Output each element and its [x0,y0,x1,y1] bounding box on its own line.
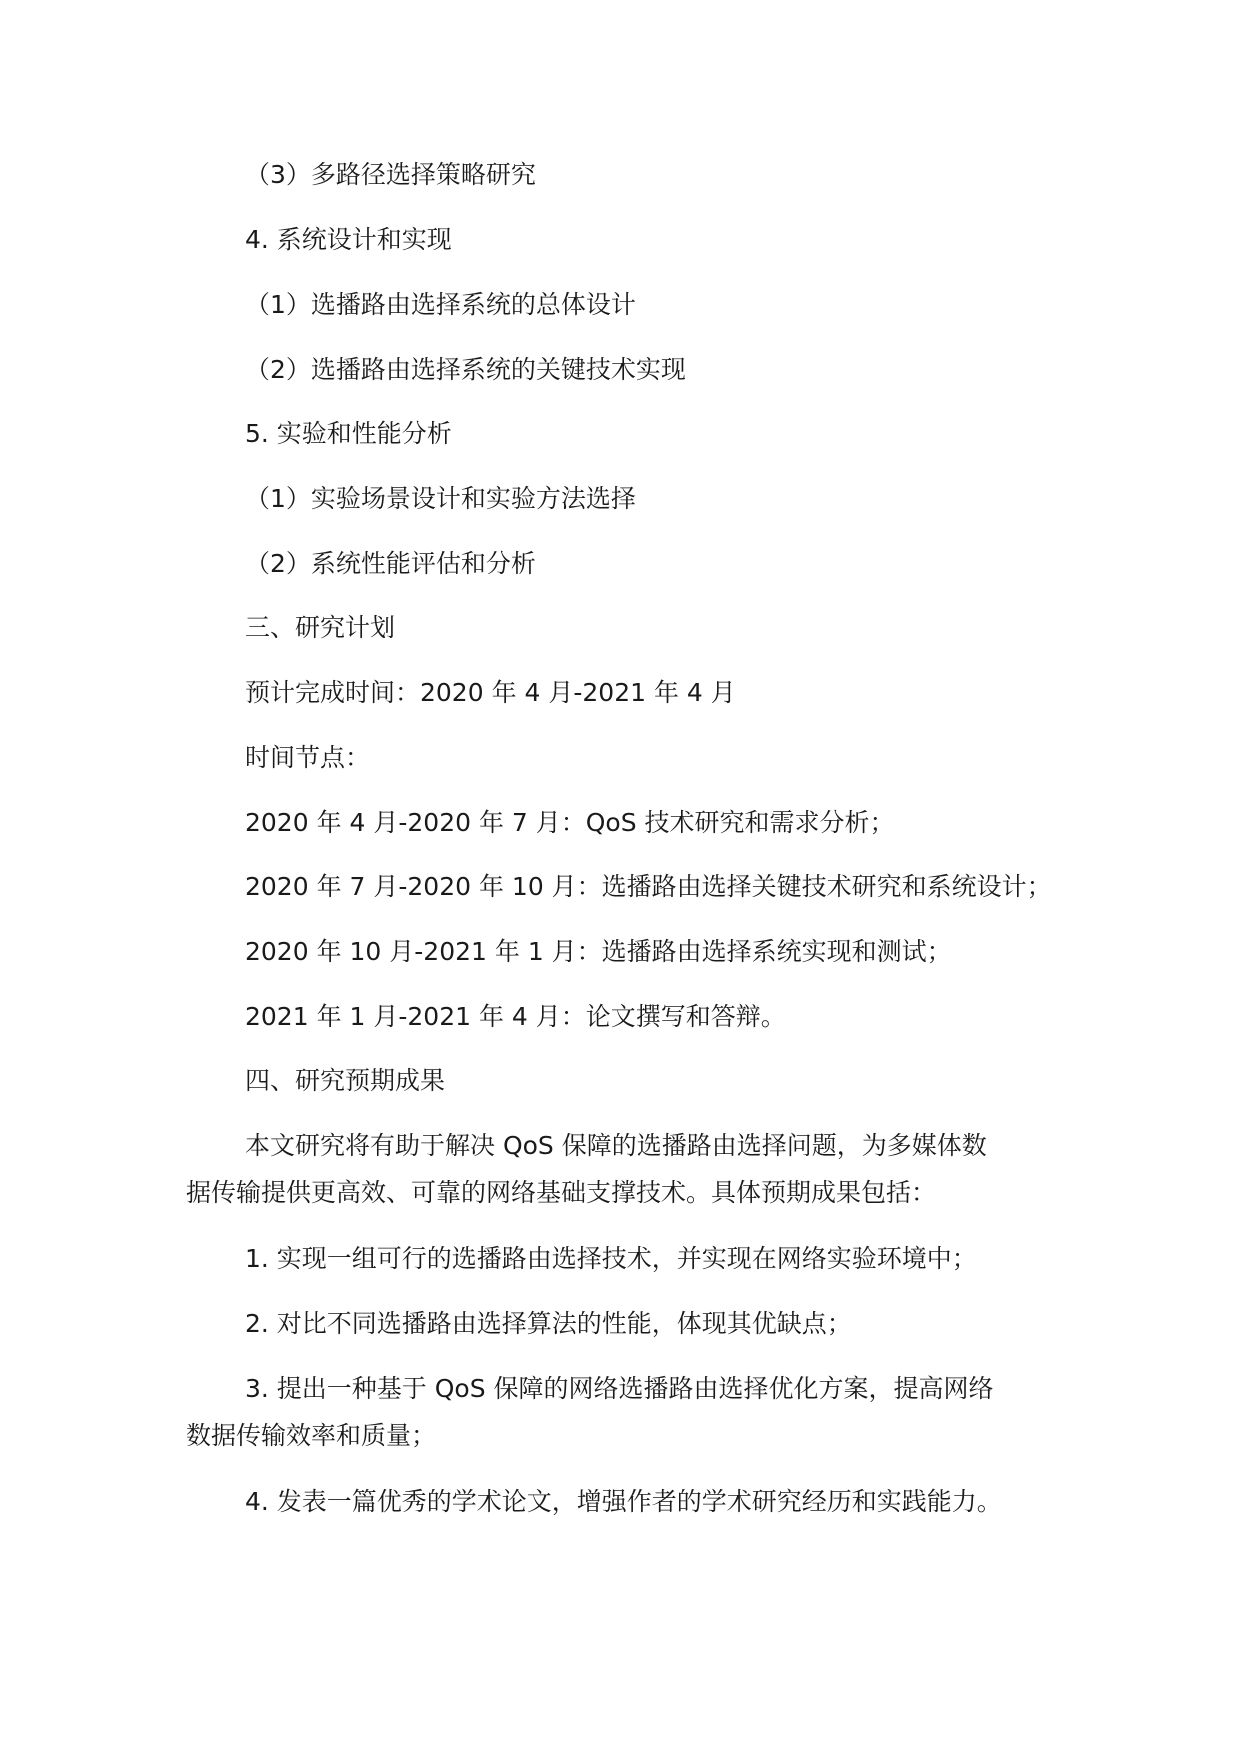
subitem-1-overall-design: （1）选播路由选择系统的总体设计 [245,290,636,319]
subitem-2-key-tech: （2）选播路由选择系统的关键技术实现 [245,355,686,384]
subitem-2-performance-eval: （2）系统性能评估和分析 [245,549,536,578]
timeline-item-2: 2020 年 7 月-2020 年 10 月：选播路由选择关键技术研究和系统设计； [245,872,1052,901]
section-4-heading: 四、研究预期成果 [245,1066,446,1095]
item-5-experiment: 5. 实验和性能分析 [245,419,452,448]
section-3-heading: 三、研究计划 [245,613,396,642]
outcome-item-3-line-2: 数据传输效率和质量； [186,1421,437,1450]
item-4-system-design: 4. 系统设计和实现 [245,225,452,254]
subitem-1-experiment-design: （1）实验场景设计和实验方法选择 [245,484,636,513]
timeline-label: 时间节点： [245,743,371,772]
paragraph-intro-line-2: 据传输提供更高效、可靠的网络基础支撑技术。具体预期成果包括： [186,1178,937,1207]
outcome-item-2: 2. 对比不同选播路由选择算法的性能，体现其优缺点； [245,1309,852,1338]
timeline-item-1: 2020 年 4 月-2020 年 7 月：QoS 技术研究和需求分析； [245,808,895,837]
paragraph-intro-line-1: 本文研究将有助于解决 QoS 保障的选播路由选择问题，为多媒体数 [245,1131,987,1160]
outcome-item-1: 1. 实现一组可行的选播路由选择技术，并实现在网络实验环境中； [245,1244,977,1273]
subitem-3-multipath-strategy: （3）多路径选择策略研究 [245,160,536,189]
outcome-item-4: 4. 发表一篇优秀的学术论文，增强作者的学术研究经历和实践能力。 [245,1487,1002,1516]
outcome-item-3-line-1: 3. 提出一种基于 QoS 保障的网络选播路由选择优化方案，提高网络 [245,1374,994,1403]
timeline-item-3: 2020 年 10 月-2021 年 1 月：选播路由选择系统实现和测试； [245,937,952,966]
timeline-item-4: 2021 年 1 月-2021 年 4 月：论文撰写和答辩。 [245,1002,786,1031]
expected-completion: 预计完成时间：2020 年 4 月-2021 年 4 月 [245,678,736,707]
